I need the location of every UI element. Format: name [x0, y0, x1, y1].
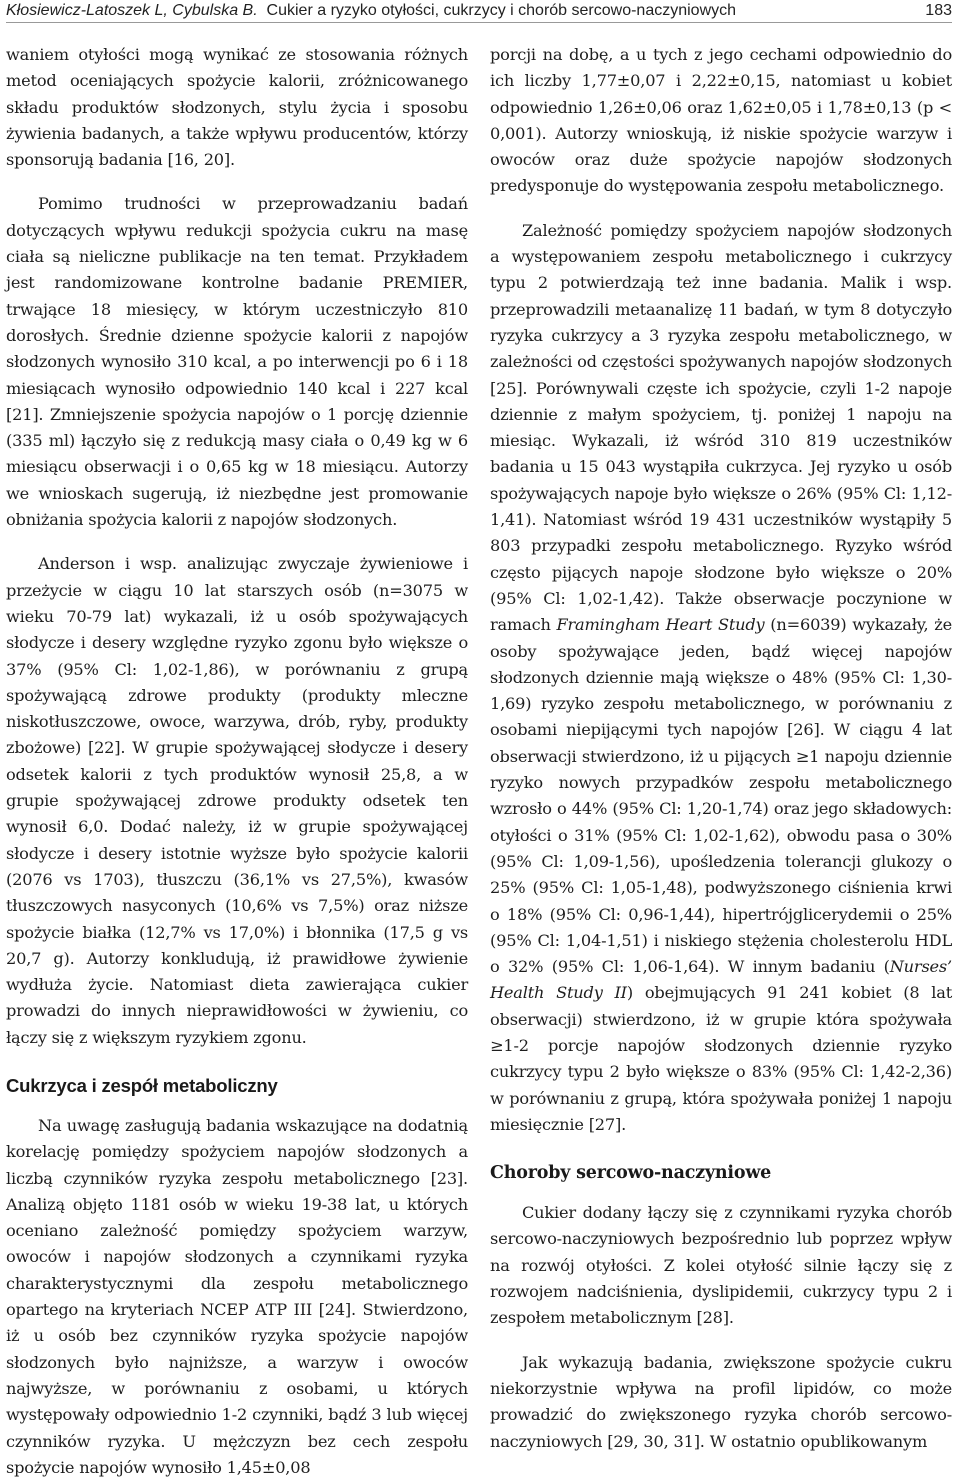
- paragraph: Cukier dodany łączy się z czynnikami ryzyka chorób sercowo-naczyniowych bezpośrednio lub poprzez wpływ na rozwój otyłości. Z kolei otyłość silnie łączy się z rozwojem nadciśnienia, dyslipidemii, cukrzycy typu 2 i zespołem metabolicznym [28].: [490, 1203, 952, 1328]
- paragraph: waniem otyłości mogą wynikać ze stosowania różnych metod oceniających spożycie kalorii, zróżnicowanego składu produktów słodzonych, stylu życia i sposobu żywienia badanych, a także wpływu producentów, którzy sponsorują badania [16, 20].: [6, 45, 468, 170]
- paragraph: Na uwagę zasługują badania wskazujące na dodatnią korelację pomiędzy spożyciem napojów słodzonych a liczbą czynników ryzyka zespołu metabolicznego [23]. Analizą objęto 1181 osób w wieku 19-38 lat, u których oceniano zależność pomiędzy spożyciem warzyw, owoców i napojów słodzonych a czynnikami ryzyka charakterystycznymi dla zespołu metabolicznego opartego na kryteriach NCEP ATP III [24]. Stwierdzono, iż u osób bez czynników ryzyka spożycie napojów słodzonych było najniższe, a warzyw i owoców najwyższe, w porównaniu z osobami, u których występowały odpowiednio 1-2 czynniki, bądź 3 lub więcej czynników ryzyka. U mężczyzn bez cech zespołu spożycie napojów wynosiło 1,45±0,08: [6, 1115, 468, 1477]
- paragraph: Anderson i wsp. analizując zwyczaje żywieniowe i przeżycie w ciągu 10 lat starszych osób (n=3075 w wieku 70-79 lat) wykazali, iż u osób spożywających słodycze i desery względne ryzyko zgonu było większe o 37% (95% Cl: 1,02-1,86), w porównaniu z grupą spożywającą zdrowe produkty (produkty mleczne niskotłuszczowe, owoce, warzywa, drób, ryby, produkty zbożowe) [22]. W grupie spożywającej słodycze i desery odsetek kalorii z tych produktów wynosił 25,8, a w grupie spożywającej zdrowe produkty odsetek ten wynosił 6,0. Dodać należy, iż w grupie spożywającej słodycze i desery istotnie wyższe było spożycie kalorii (2076 vs 1703), tłuszczu (36,1% vs 27,5%), kwasów tłuszczowych nasyconych (10,6% vs 7,5%) oraz niższe spożycie białka (12,7% vs 17,0%) i błonnika (17,5 g vs 20,7 g). Autorzy konkludują, iż prawidłowe żywienie wydłuża życie. Natomiast dieta zawierająca cukier prowadzi do innych nieprawidłowości w żywieniu, co łączy się z większym ryzykiem zgonu.: [6, 554, 468, 1047]
- study-name: Framingham Heart Study: [556, 615, 765, 635]
- right-column: [490, 42, 953, 1451]
- running-header: [6, 0, 952, 28]
- header-title: Cukier a ryzyko otyłości, cukrzycy i chorób sercowo-naczyniowych: [266, 2, 737, 19]
- header-rule: [6, 22, 952, 23]
- study-name: Nurses’ Health Study II: [490, 957, 952, 1003]
- section-heading-diabetes: Cukrzyca i zespół metaboliczny: [6, 1074, 278, 1096]
- running-title: [6, 0, 736, 22]
- paragraph-text: Zależność pomiędzy spożyciem napojów słodzonych a występowaniem zespołu metabolicznego i cukrzycy typu 2 potwierdzają też inne badania. Malik i wsp. przeprowadzili metaanalizę 11 badań, w tym 8 dotyczyło ryzyka cukrzycy a 3 ryzyka zespołu metabolicznego, w zależności od częstości spożywanych napojów słodzonych [25]. Porównywali częste ich spożycie, czyli 1-2 napoje dziennie z małym spożyciem, tj. poniżej 1 napoju na miesiąc. Wykazali, iż wśród 310 819 uczestników badania u 15 043 wystąpiła cukrzyca. Jej ryzyko u osób spożywających napoje było większe o 26% (95% Cl: 1,12-1,41). Natomiast wśród 19 431 uczestników wystąpiły 5 803 przypadki zespołu metabolicznego. Ryzyko wśród często pijących napoje słodzone było większe o 20% (95% Cl: 1,02-1,42). Także obserwacje poczynione w ramach: [490, 220, 952, 635]
- paragraph-text: (n=6039) wykazały, że osoby spożywające jeden, bądź więcej napojów słodzonych dziennie mają większe o 48% (95% Cl: 1,30-1,69) ryzyko zespołu metabolicznego, w porównaniu z osobami niepijącymi tych napojów [26]. W ciągu 4 lat obserwacji stwierdzono, iż u pijących ≥1 napoju dziennie ryzyko nowych przypadków zespołu metabolicznego wzrosło o 44% (95% Cl: 1,20-1,74) oraz jego składowych: otyłości o 31% (95% Cl: 1,02-1,62), obwodu pasa o 30% (95% Cl: 1,09-1,56), upośledzenia tolerancji glukozy o 25% (95% Cl: 1,05-1,48), podwyższonego ciśnienia krwi o 18% (95% Cl: 0,96-1,44), hipertrójglicerydemii o 25% (95% Cl: 1,04-1,51) i niskiego stężenia cholesterolu HDL o 32% (95% Cl: 1,06-1,64). W innym badaniu (: [490, 615, 952, 977]
- section-heading-cardiovascular: Choroby sercowo-naczyniowe: [490, 1163, 772, 1184]
- paragraph: porcji na dobę, a u tych z jego cechami odpowiednio do ich liczby 1,77±0,07 i 2,22±0,15, natomiast u kobiet odpowiednio 1,26±0,06 oraz 1,62±0,05 i 1,78±0,13 (p < 0,001). Autorzy wnioskują, iż niskie spożycie warzyw i owoców oraz duże spożycie napojów słodzonych predysponuje do występowania zespołu metabolicznego.: [490, 45, 952, 196]
- header-authors: Kłosiewicz-Latoszek L, Cybulska B.: [6, 2, 258, 19]
- paragraph-text: ) obejmujących 91 241 kobiet (8 lat obserwacji) stwierdzono, iż w grupie która spożywała ≥1-2 porcje napojów słodzonych dziennie ryzyko cukrzycy typu 2 było większe o 83% (95% Cl: 1,42-2,36) w porównaniu z grupą, która spożywała poniżej 1 napoju miesięcznie [27].: [490, 983, 953, 1134]
- paragraph: [490, 218, 952, 1138]
- paragraph: Pomimo trudności w przeprowadzaniu badań dotyczących wpływu redukcji spożycia cukru na masę ciała są nieliczne publikacje na ten temat. Przykładem jest randomizowane kontrolne badanie PREMIER, trwające 18 miesięcy, w którym uczestniczyło 810 dorosłych. Średnie dzienne spożycie kalorii z napojów słodzonych wynosiło 310 kcal, a po interwencji po 6 i 18 miesiącach wynosiło odpowiednio 140 kcal i 227 kcal [21]. Zmniejszenie spożycia napojów o 1 porcję dziennie (335 ml) łączyło się z redukcją masy ciała o 0,49 kg w 6 miesiącu obserwacji i o 0,65 kg w 18 miesiącu. Autorzy we wnioskach sugerują, iż niezbędne jest promowanie obniżania spożycia kalorii z napojów słodzonych.: [6, 194, 468, 530]
- page-number: 183: [925, 2, 952, 19]
- left-column: [6, 42, 468, 1477]
- paragraph: Jak wykazują badania, zwiększone spożycie cukru niekorzystnie wpływa na profil lipidów, co może prowadzić do zwiększonego ryzyka chorób sercowo-naczyniowych [29, 30, 31]. W ostatnio opublikowanym: [490, 1352, 952, 1451]
